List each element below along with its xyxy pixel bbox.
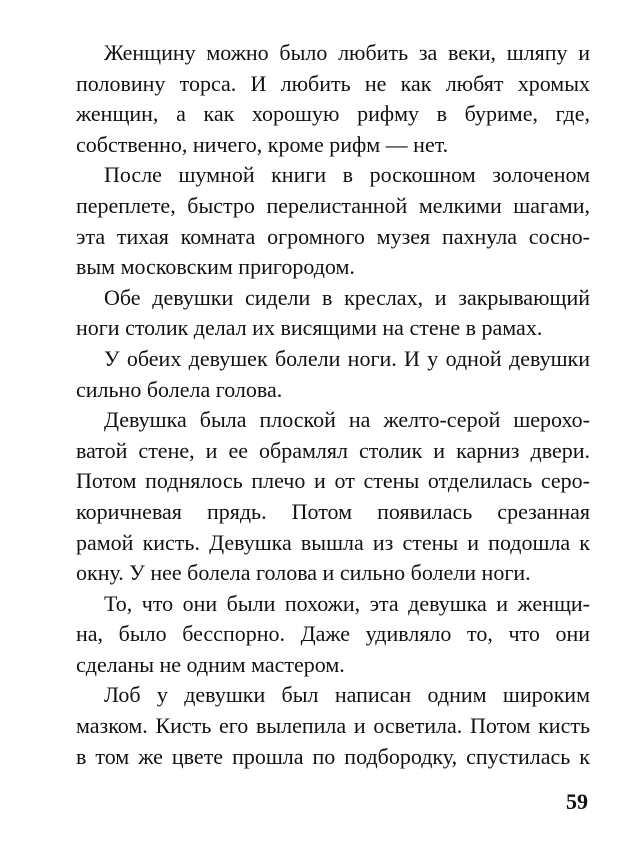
paragraph: [76, 160, 590, 282]
paragraph: [76, 38, 590, 160]
body-text: [76, 38, 590, 772]
text-line: Потом поднялось плечо и от стены отделилась серо-: [76, 468, 590, 494]
text-line: окну. У нее болела голова и сильно болели ноги.: [76, 560, 531, 586]
text-line: Обе девушки сидели в креслах, и закрывающий: [104, 284, 590, 310]
text-line: сильно болела голова.: [76, 376, 283, 402]
text-line: коричневая прядь. Потом появилась срезанная: [76, 498, 590, 524]
paragraph: [76, 680, 590, 772]
text-line: на, было бесспорно. Даже удивляло то, что они: [76, 621, 590, 647]
text-line: сделаны не одним мастером.: [76, 651, 345, 677]
text-line: переплете, быстро перелистанной мелкими шагами,: [76, 192, 590, 218]
text-line: После шумной книги в роскошном золоченом: [104, 162, 590, 188]
text-line: мазком. Кисть его вылепила и осветила. Потом кисть: [76, 713, 590, 739]
text-line: вым московским пригородом.: [76, 254, 355, 280]
text-line: рамой кисть. Девушка вышла из стены и подошла к: [76, 529, 590, 555]
text-line: ноги столик делал их висящими на стене в рамах.: [76, 315, 543, 341]
text-line: собственно, ничего, кроме рифм — нет.: [76, 131, 449, 157]
text-line: У обеих девушек болели ноги. И у одной девушки: [104, 345, 590, 371]
paragraph: [76, 589, 590, 681]
text-line: Девушка была плоской на желто-серой шерохо-: [104, 407, 590, 433]
text-line: То, что они были похожи, эта девушка и женщи-: [104, 590, 590, 616]
text-line: ватой стене, и ее обрамлял столик и карниз двери.: [76, 437, 590, 463]
paragraph: [76, 283, 590, 344]
text-line: Женщину можно было любить за веки, шляпу и: [104, 40, 590, 65]
paragraph: [76, 405, 590, 589]
page-number: 59: [566, 789, 588, 814]
text-line: в том же цвете прошла по подбородку, спустилась к: [76, 743, 590, 769]
text-line: эта тихая комната огромного музея пахнула сосно-: [76, 223, 590, 249]
paragraph: [76, 344, 590, 405]
text-line: половину торса. И любить не как любят хромых: [76, 70, 590, 96]
text-line: Лоб у девушки был написан одним широким: [104, 682, 590, 708]
text-line: женщин, а как хорошую рифму в буриме, где,: [76, 101, 590, 127]
